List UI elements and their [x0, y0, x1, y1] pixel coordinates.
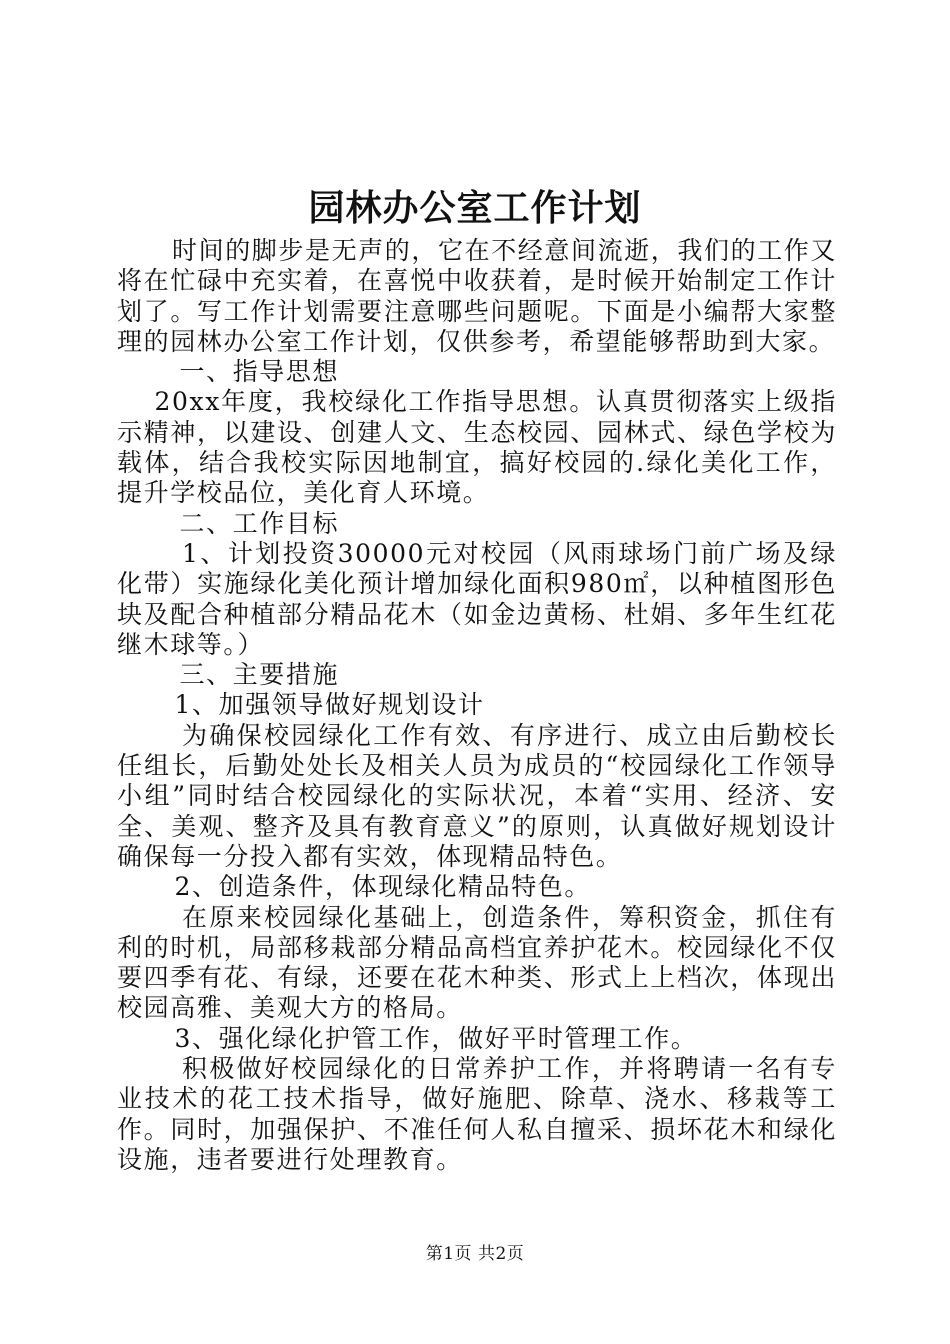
section-heading-guiding-thought: 一、指导思想 — [179, 357, 340, 387]
measure-2-paragraph: 在原来校园绿化基础上，创造条件，筹积资金，抓住有利的时机，局部移栽部分精品高档宜养护花木。校园绿化不仅要四季有花、有绿，还要在花木种类、形式上上档次，体现出校园高雅、美观大方的格局。 — [117, 902, 837, 1023]
page-number-footer: 第1页 共2页 — [425, 1244, 525, 1264]
intro-paragraph: 时间的脚步是无声的，它在不经意间流逝，我们的工作又将在忙碌中充实着，在喜悦中收获着，是时候开始制定工作计划了。写工作计划需要注意哪些问题呢。下面是小编帮大家整理的园林办公室工作计划，仅供参考，希望能够帮助到大家。 — [117, 236, 838, 356]
work-goals-paragraph: 1、计划投资30000元对校园（风雨球场门前广场及绿化带）实施绿化美化预计增加绿化面积980㎡，以种植图形色块及配合种植部分精品花木（如金边黄杨、杜娟、多年生红花继木球等。） — [117, 538, 837, 659]
section-heading-work-goals: 二、工作目标 — [179, 508, 340, 538]
document-body — [117, 236, 837, 1175]
document-title: 园林办公室工作计划 — [308, 187, 642, 229]
measure-2-heading: 2、创造条件，体现绿化精品特色。 — [174, 872, 592, 902]
measure-3-heading: 3、强化绿化护管工作，做好平时管理工作。 — [174, 1023, 698, 1053]
guiding-thought-paragraph: 20xx年度，我校绿化工作指导思想。认真贯彻落实上级指示精神，以建设、创建人文、生态校园、园林式、绿色学校为载体，结合我校实际因地制宜，搞好校园的.绿化美化工作，提升学校品位，美化育人环境。 — [117, 387, 837, 508]
measure-1-paragraph: 为确保校园绿化工作有效、有序进行、成立由后勤校长任组长，后勤处处长及相关人员为成员的“校园绿化工作领导小组”同时结合校园绿化的实际状况，本着“实用、经济、安全、美观、整齐及具有教育意义”的原则，认真做好规划设计确保每一分投入都有实效，体现精品特色。 — [117, 720, 837, 871]
measure-1-heading: 1、加强领导做好规划设计 — [174, 690, 485, 720]
section-heading-main-measures: 三、主要措施 — [179, 660, 340, 690]
measure-3-paragraph: 积极做好校园绿化的日常养护工作，并将聘请一名有专业技术的花工技术指导，做好施肥、除草、浇水、移栽等工作。同时，加强保护、不准任何人私自擅采、损坏花木和绿化设施，违者要进行处理教育。 — [117, 1054, 837, 1174]
